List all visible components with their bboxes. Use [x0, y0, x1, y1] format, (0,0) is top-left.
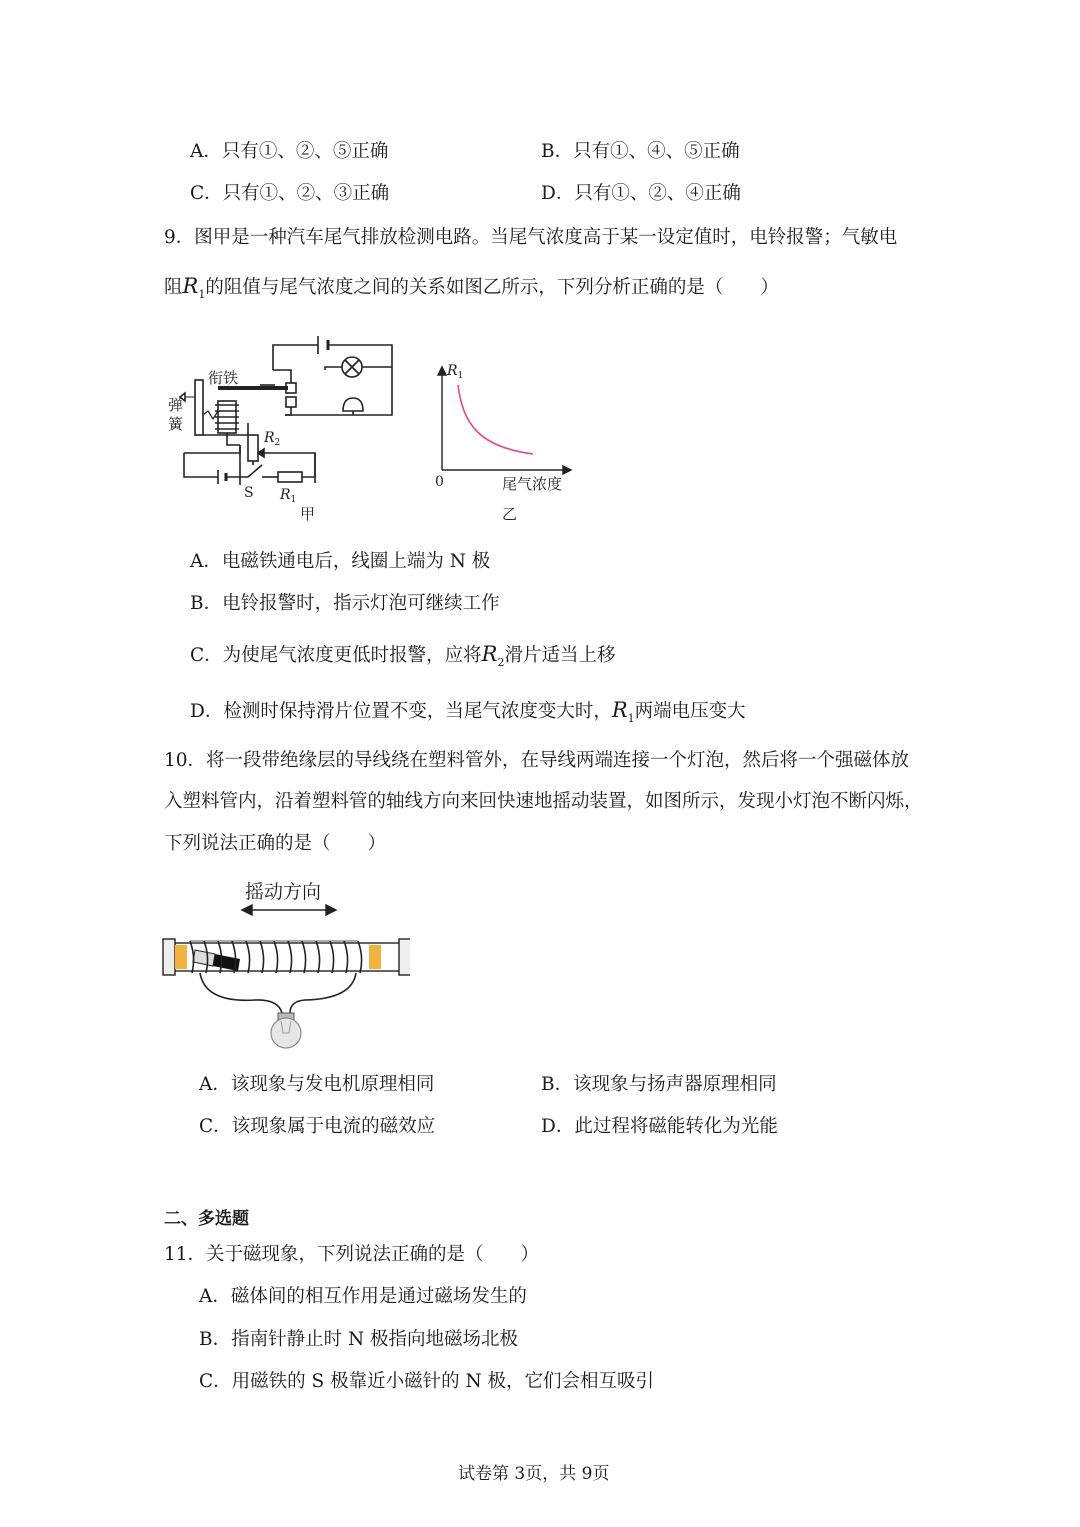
q10-stem-line1: 10．将一段带绝缘层的导线绕在塑料管外，在导线两端连接一个灯泡，然后将一个强磁体放 — [164, 750, 910, 771]
label-armature: 衔铁 — [208, 369, 239, 387]
q8-option-d: D．只有①、②、④正确 — [541, 183, 741, 204]
r1-symbol: R — [182, 274, 199, 298]
caption-jia: 甲 — [300, 505, 316, 523]
section-title-multiple-choice: 二、多选题 — [164, 1209, 249, 1229]
page-footer: 试卷第 3页，共 9页 — [458, 1464, 610, 1484]
figure-circuit-a — [160, 325, 410, 525]
q10-stem-line2: 入塑料管内，沿着塑料管的轴线方向来回快速地摇动装置，如图所示，发现小灯泡不断闪烁， — [164, 791, 923, 812]
caption-yi: 乙 — [502, 505, 518, 523]
q9-option-d: D．检测时保持滑片位置不变，当尾气浓度变大时，$R_1$两端电压变大 — [190, 698, 746, 725]
svg-text:R1: $R_1$ — [447, 363, 464, 381]
graph-xlabel: 尾气浓度 — [502, 475, 563, 493]
q9-option-b: B．电铃报警时，指示灯泡可继续工作 — [190, 593, 500, 614]
label-r2: R — [264, 430, 275, 446]
q10-option-b: B．该现象与扬声器原理相同 — [541, 1074, 777, 1095]
label-spring-1: 弹 — [168, 396, 184, 414]
label-r1: R — [280, 487, 291, 503]
graph-origin: 0 — [435, 474, 444, 490]
label-spring-2: 簧 — [168, 415, 184, 433]
q8-option-a: A．只有①、②、⑤正确 — [190, 141, 389, 162]
q10-stem-line3: 下列说法正确的是（ ） — [164, 833, 387, 854]
q11-option-b: B．指南针静止时 N 极指向地磁场北极 — [199, 1329, 519, 1350]
q10-option-d: D．此过程将磁能转化为光能 — [541, 1116, 778, 1137]
q9-option-c: C．为使尾气浓度更低时报警，应将$R_2$滑片适当上移 — [190, 642, 616, 669]
figure-graph-b — [425, 355, 585, 525]
q8-option-b: B．只有①、④、⑤正确 — [541, 141, 740, 162]
q8-option-c: C．只有①、②、③正确 — [190, 183, 390, 204]
figure-shake-tube — [160, 875, 410, 1055]
svg-text:R2: $R_2$ — [264, 430, 281, 448]
q9-stem-line1: 9．图甲是一种汽车尾气排放检测电路。当尾气浓度高于某一设定值时，电铃报警；气敏电 — [164, 227, 898, 248]
svg-text:R1: $R_1$ — [280, 487, 297, 505]
label-switch: S — [244, 485, 254, 501]
q10-option-a: A．该现象与发电机原理相同 — [199, 1074, 435, 1095]
q10-option-c: C．该现象属于电流的磁效应 — [199, 1116, 436, 1137]
r1-curve — [458, 385, 533, 454]
q9-stem-line2: 阻$R_1$的阻值与尾气浓度之间的关系如图乙所示，下列分析正确的是（ ） — [164, 274, 779, 301]
q11-stem: 11．关于磁现象，下列说法正确的是（ ） — [164, 1244, 540, 1265]
shake-direction-label: 摇动方向 — [245, 881, 322, 903]
q9-option-a: A．电磁铁通电后，线圈上端为 N 极 — [190, 551, 491, 572]
q11-option-c: C．用磁铁的 S 极靠近小磁针的 N 极，它们会相互吸引 — [199, 1371, 655, 1392]
q11-option-a: A．磁体间的相互作用是通过磁场发生的 — [199, 1286, 527, 1307]
graph-ylabel: R — [447, 363, 458, 379]
